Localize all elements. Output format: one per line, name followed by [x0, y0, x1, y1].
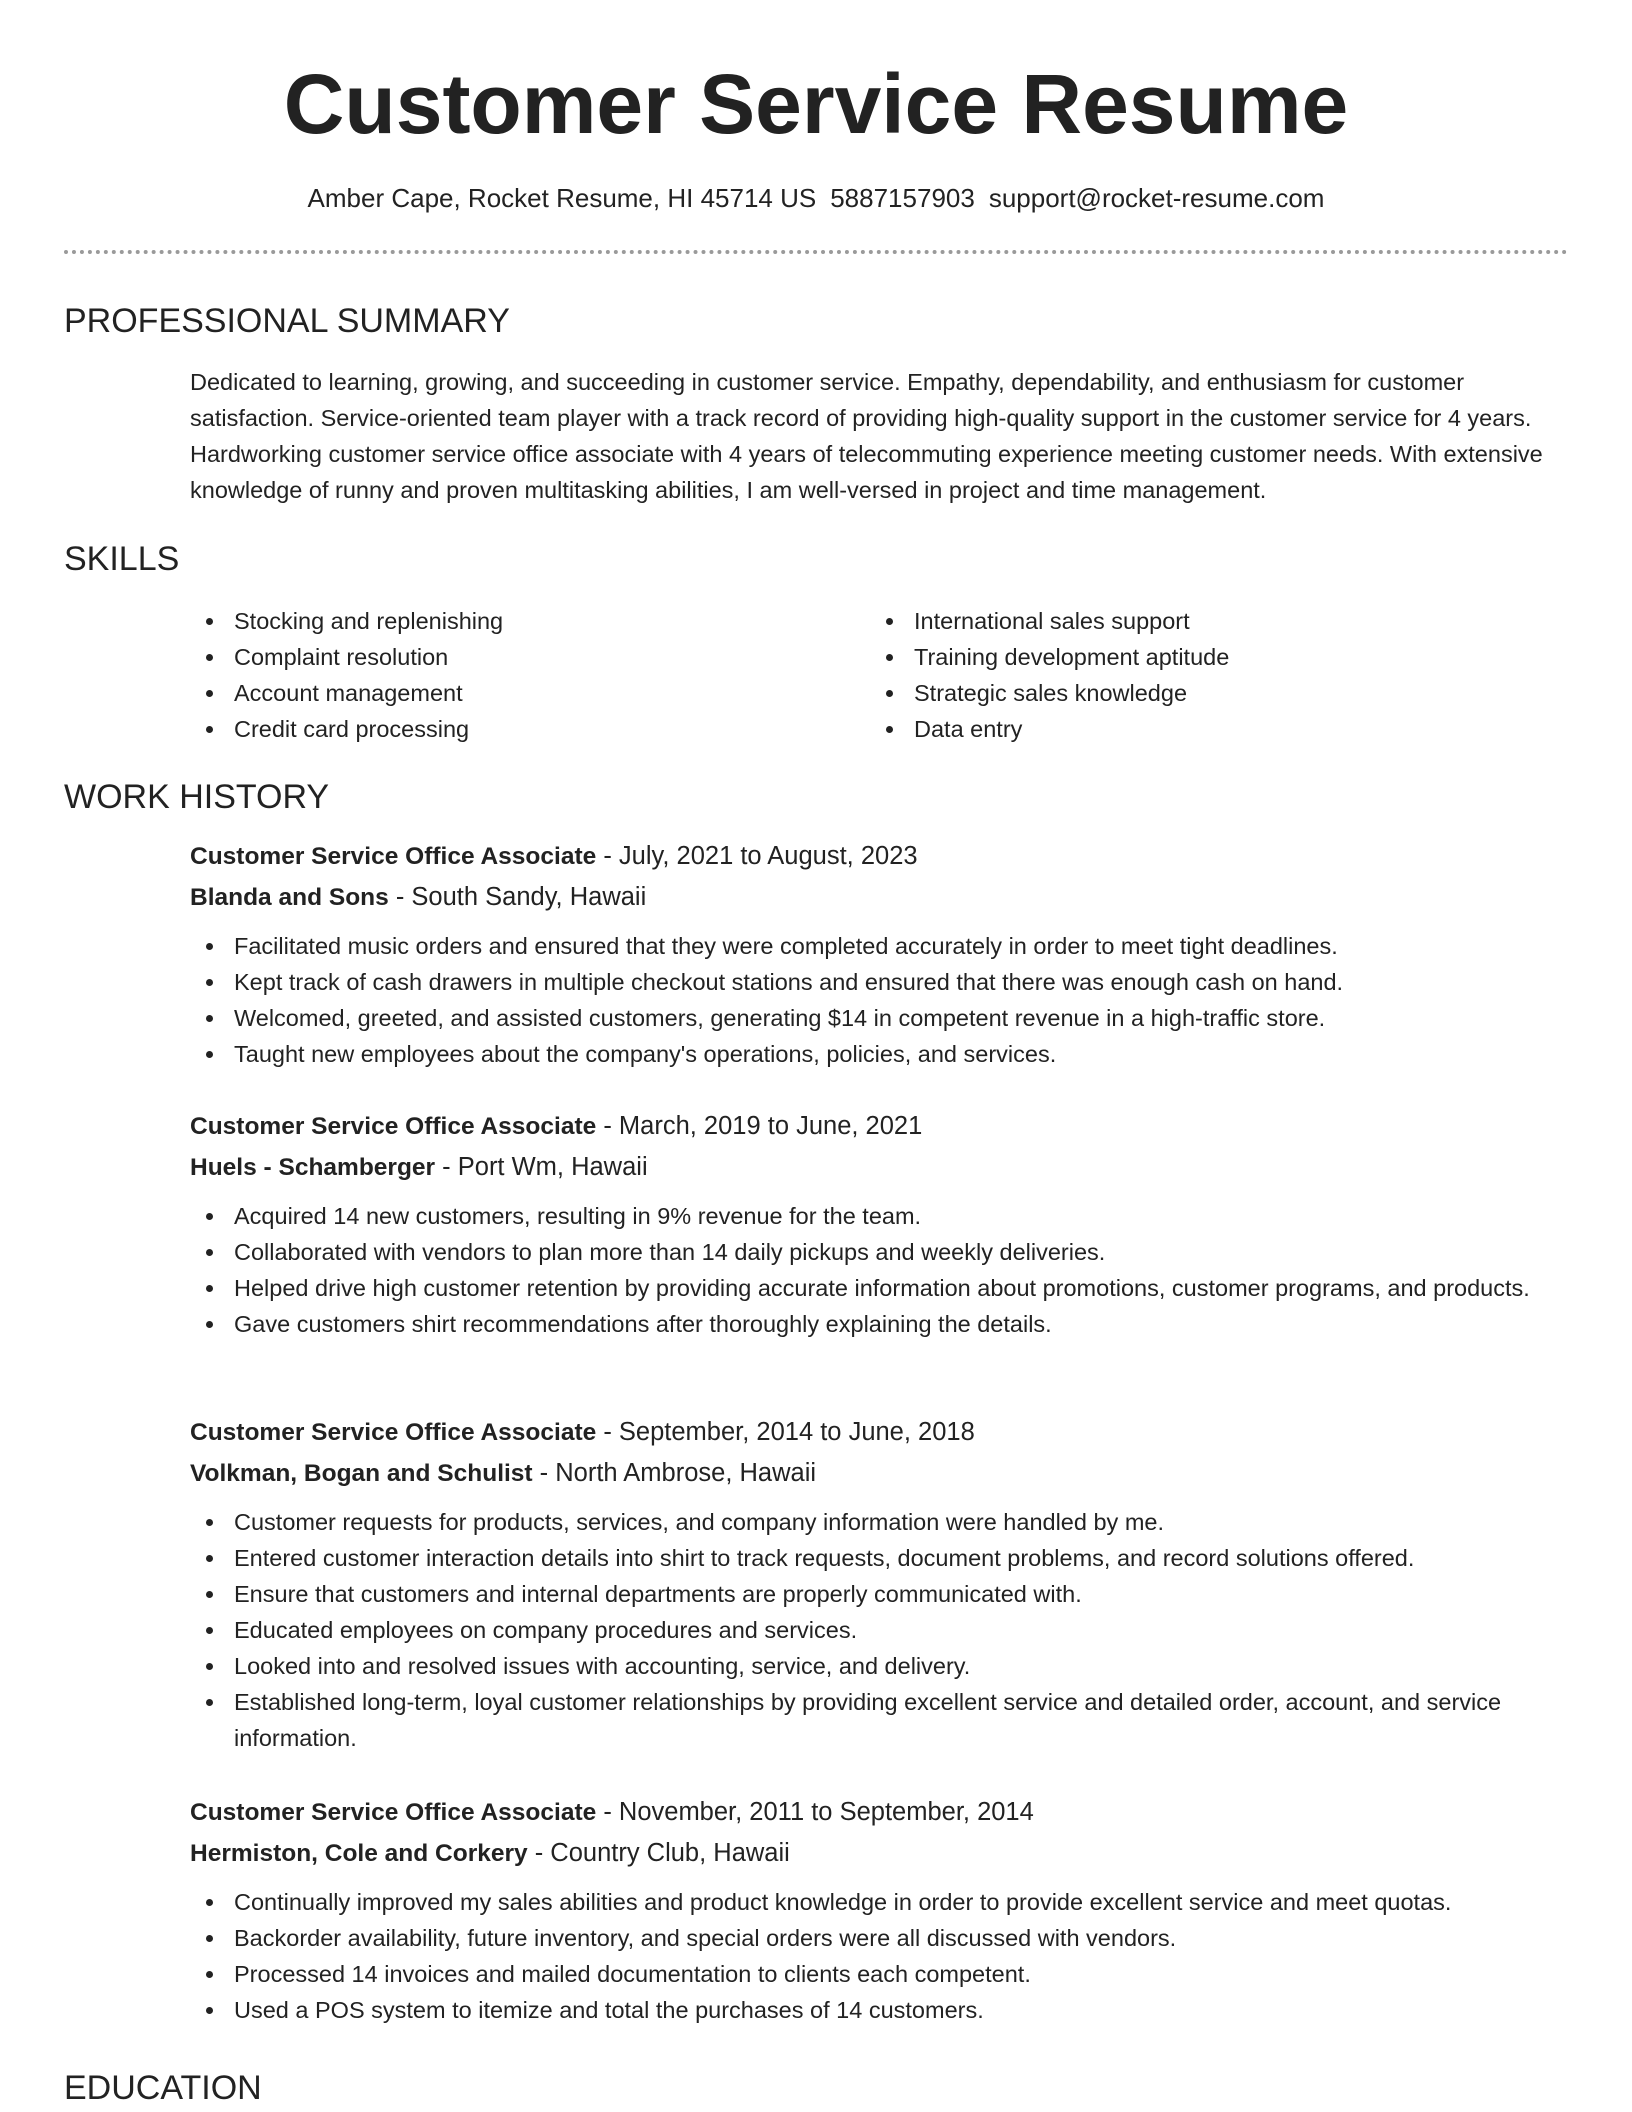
section-title-summary: PROFESSIONAL SUMMARY — [64, 302, 510, 340]
skills-list — [190, 603, 1568, 747]
list-item: Stocking and replenishing — [190, 603, 870, 639]
job-title-line — [190, 836, 1568, 877]
job-company-line — [190, 1833, 1568, 1874]
job-dates: - July, 2021 to August, 2023 — [596, 842, 918, 870]
list-item: Strategic sales knowledge — [870, 675, 1550, 711]
list-item: Established long-term, loyal customer relationships by providing excellent service and detailed order, account, and service information. — [190, 1684, 1568, 1756]
list-item: Account management — [190, 675, 870, 711]
job-company: Huels - Schamberger — [190, 1154, 436, 1181]
list-item: Collaborated with vendors to plan more than 14 daily pickups and weekly deliveries. — [190, 1234, 1568, 1270]
list-item: Complaint resolution — [190, 639, 870, 675]
header-divider — [64, 250, 1568, 254]
list-item: Acquired 14 new customers, resulting in 9% revenue for the team. — [190, 1198, 1568, 1234]
section-title-skills: SKILLS — [64, 540, 180, 578]
skills-column-left — [190, 603, 870, 747]
list-item: Helped drive high customer retention by providing accurate information about promotions, customer programs, and products. — [190, 1270, 1568, 1306]
job-company: Hermiston, Cole and Corkery — [190, 1840, 528, 1867]
list-item: Looked into and resolved issues with accounting, service, and delivery. — [190, 1648, 1568, 1684]
list-item: Entered customer interaction details into shirt to track requests, document problems, and record solutions offered. — [190, 1540, 1568, 1576]
list-item: Facilitated music orders and ensured that they were completed accurately in order to meet tight deadlines. — [190, 928, 1568, 964]
list-item: Taught new employees about the company's operations, policies, and services. — [190, 1036, 1568, 1072]
job-location: - North Ambrose, Hawaii — [532, 1459, 817, 1487]
resume-title: Customer Service Resume — [283, 57, 1349, 151]
job-title-line — [190, 1106, 1568, 1147]
section-title-work-history: WORK HISTORY — [64, 778, 330, 816]
list-item: Used a POS system to itemize and total the purchases of 14 customers. — [190, 1992, 1568, 2028]
contact-line — [64, 180, 1568, 216]
job-dates: - November, 2011 to September, 2014 — [596, 1798, 1034, 1826]
job-bullets — [190, 1504, 1568, 1756]
job-company: Blanda and Sons — [190, 884, 389, 911]
job-title: Customer Service Office Associate — [190, 1419, 597, 1446]
section-title-education: EDUCATION — [64, 2069, 262, 2107]
list-item: Processed 14 invoices and mailed documentation to clients each competent. — [190, 1956, 1568, 1992]
list-item: Customer requests for products, services, and company information were handled by me. — [190, 1504, 1568, 1540]
list-item: Continually improved my sales abilities and product knowledge in order to provide excellent service and meet quotas. — [190, 1884, 1568, 1920]
list-item: Ensure that customers and internal departments are properly communicated with. — [190, 1576, 1568, 1612]
job-entry — [190, 1106, 1568, 1342]
contact-address: Amber Cape, Rocket Resume, HI 45714 US — [307, 183, 817, 213]
job-company: Volkman, Bogan and Schulist — [190, 1460, 533, 1487]
list-item: Backorder availability, future inventory, and special orders were all discussed with vendors. — [190, 1920, 1568, 1956]
list-item: Educated employees on company procedures and services. — [190, 1612, 1568, 1648]
job-location: - Port Wm, Hawaii — [435, 1153, 648, 1181]
job-entry — [190, 836, 1568, 1072]
job-bullets — [190, 1198, 1568, 1342]
job-location: - South Sandy, Hawaii — [388, 883, 647, 911]
list-item: Data entry — [870, 711, 1550, 747]
job-title-line — [190, 1412, 1568, 1453]
job-company-line — [190, 877, 1568, 918]
job-location: - Country Club, Hawaii — [527, 1839, 790, 1867]
job-bullets — [190, 928, 1568, 1072]
job-dates: - March, 2019 to June, 2021 — [596, 1112, 923, 1140]
skills-column-right — [870, 603, 1550, 747]
list-item: Welcomed, greeted, and assisted customers, generating $14 in competent revenue in a high-traffic store. — [190, 1000, 1568, 1036]
list-item: Kept track of cash drawers in multiple checkout stations and ensured that there was enough cash on hand. — [190, 964, 1568, 1000]
list-item: Credit card processing — [190, 711, 870, 747]
list-item: International sales support — [870, 603, 1550, 639]
contact-email: support@rocket-resume.com — [988, 183, 1325, 213]
job-entry — [190, 1792, 1568, 2028]
summary-text: Dedicated to learning, growing, and succeeding in customer service. Empathy, dependability, and enthusiasm for customer satisfaction. Service-oriented team player with a track record of providing high-quality support in the customer service for 4 years. Hardworking customer service office associate with 4 years of telecommuting experience meeting customer needs. With extensive knowledge of runny and proven multitasking abilities, I am well-versed in project and time management. — [190, 369, 1543, 503]
job-title: Customer Service Office Associate — [190, 843, 597, 870]
list-item: Training development aptitude — [870, 639, 1550, 675]
job-bullets — [190, 1884, 1568, 2028]
job-company-line — [190, 1147, 1568, 1188]
job-title: Customer Service Office Associate — [190, 1799, 597, 1826]
contact-phone: 5887157903 — [830, 183, 975, 213]
job-title-line — [190, 1792, 1568, 1833]
list-item: Gave customers shirt recommendations after thoroughly explaining the details. — [190, 1306, 1568, 1342]
job-entry — [190, 1412, 1568, 1756]
job-title: Customer Service Office Associate — [190, 1113, 597, 1140]
job-company-line — [190, 1453, 1568, 1494]
job-dates: - September, 2014 to June, 2018 — [596, 1418, 975, 1446]
